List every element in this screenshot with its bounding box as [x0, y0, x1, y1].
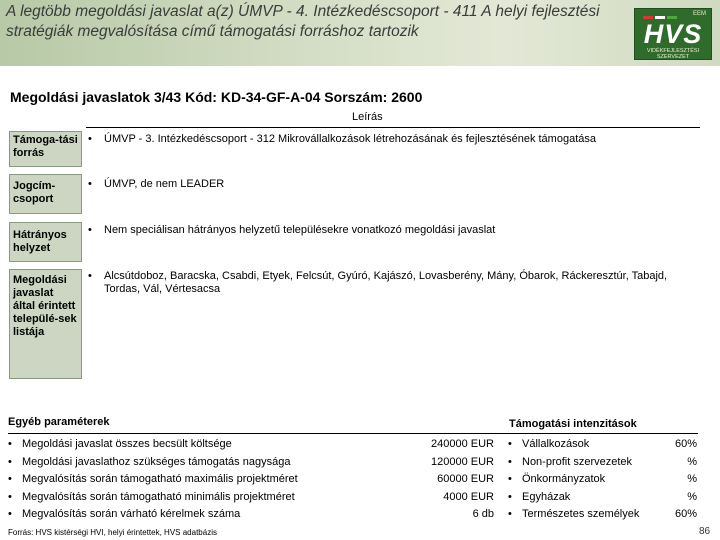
- intensity-value: 60%: [674, 508, 697, 520]
- row-label-telepulesek: Megoldási javaslat által érintett települé-sek listája: [9, 269, 82, 379]
- logo-subtitle: VIDÉKFEJLESZTÉSI SZERVEZET: [646, 48, 700, 60]
- list-item: • Vállalkozások: [508, 438, 590, 450]
- param-value: 240000 EUR: [431, 438, 494, 450]
- list-item: • Megvalósítás során várható kérelmek száma: [8, 508, 241, 520]
- params-values: [396, 436, 494, 524]
- page-number: 86: [699, 526, 711, 537]
- intensity-value: %: [687, 455, 697, 468]
- source-note: Forrás: HVS kistérségi HVI, helyi érintettek, HVS adatbázis: [8, 528, 217, 537]
- list-item: • Önkormányzatok: [508, 473, 606, 485]
- list-item: • Egyházak: [508, 490, 571, 503]
- param-value: 6 db: [472, 508, 494, 520]
- bullet: •: [88, 178, 92, 190]
- logo-top-text: EEM: [692, 11, 706, 17]
- param-value: 60000 EUR: [437, 473, 494, 485]
- params-list: [8, 436, 408, 524]
- logo-text: HVS: [643, 19, 703, 49]
- divider: [86, 127, 700, 128]
- list-item: • Megoldási javaslat összes becsült költsége: [8, 438, 232, 450]
- row-value: ÚMVP - 3. Intézkedéscsoport - 312 Mikrovállalkozások létrehozásának és fejlesztésének támogatása: [104, 133, 596, 145]
- section-heading: Megoldási javaslatok 3/43 Kód: KD-34-GF-A-04 Sorszám: 2600: [10, 89, 423, 105]
- list-item: • Megoldási javaslathoz szükséges támogatás nagysága: [8, 455, 291, 468]
- param-value: 4000 EUR: [443, 490, 494, 503]
- list-item: • Természetes személyek: [508, 508, 640, 520]
- header-banner: [0, 0, 720, 66]
- list-item: • Megvalósítás során támogatható minimális projektméret: [8, 490, 295, 503]
- page-title: A legtöbb megoldási javaslat a(z) ÚMVP - 4. Intézkedéscsoport - 411 A helyi fejlesztési stratégiák megvalósítása című támogatási forráshoz tartozik: [6, 3, 600, 40]
- bullet: •: [88, 270, 92, 282]
- hvs-logo: [634, 8, 712, 60]
- row-value: Alcsútdoboz, Baracska, Csabdi, Etyek, Felcsút, Gyúró, Kajászó, Lovasberény, Mány, Óbarok, Ráckeresztúr, Tabajd, Tordas, Vál, Vértesacsa: [104, 270, 668, 295]
- row-label-jogcim: Jogcím-csoport: [9, 174, 82, 214]
- row-value: ÚMVP, de nem LEADER: [104, 178, 225, 190]
- row-value: Nem speciálisan hátrányos helyzetű településekre vonatkozó megoldási javaslat: [104, 224, 496, 236]
- bullet: •: [88, 133, 92, 145]
- row-label-forras: Támoga-tási forrás: [9, 131, 82, 167]
- list-item: • Non-profit szervezetek: [508, 455, 633, 468]
- list-item: • Megvalósítás során támogatható maximális projektméret: [8, 473, 298, 485]
- intensity-value: 60%: [674, 438, 697, 450]
- intensity-value: %: [687, 473, 697, 485]
- leiras-label: Leírás: [352, 111, 383, 123]
- intensity-value: %: [687, 490, 697, 503]
- intensity-title: Támogatási intenzitások: [509, 418, 637, 430]
- intensity-values: [640, 436, 697, 524]
- bullet: •: [88, 224, 92, 236]
- row-label-hatranyos: Hátrányos helyzet: [9, 222, 82, 262]
- params-divider: [8, 433, 698, 434]
- params-title: Egyéb paraméterek: [8, 416, 110, 428]
- param-value: 120000 EUR: [431, 455, 494, 468]
